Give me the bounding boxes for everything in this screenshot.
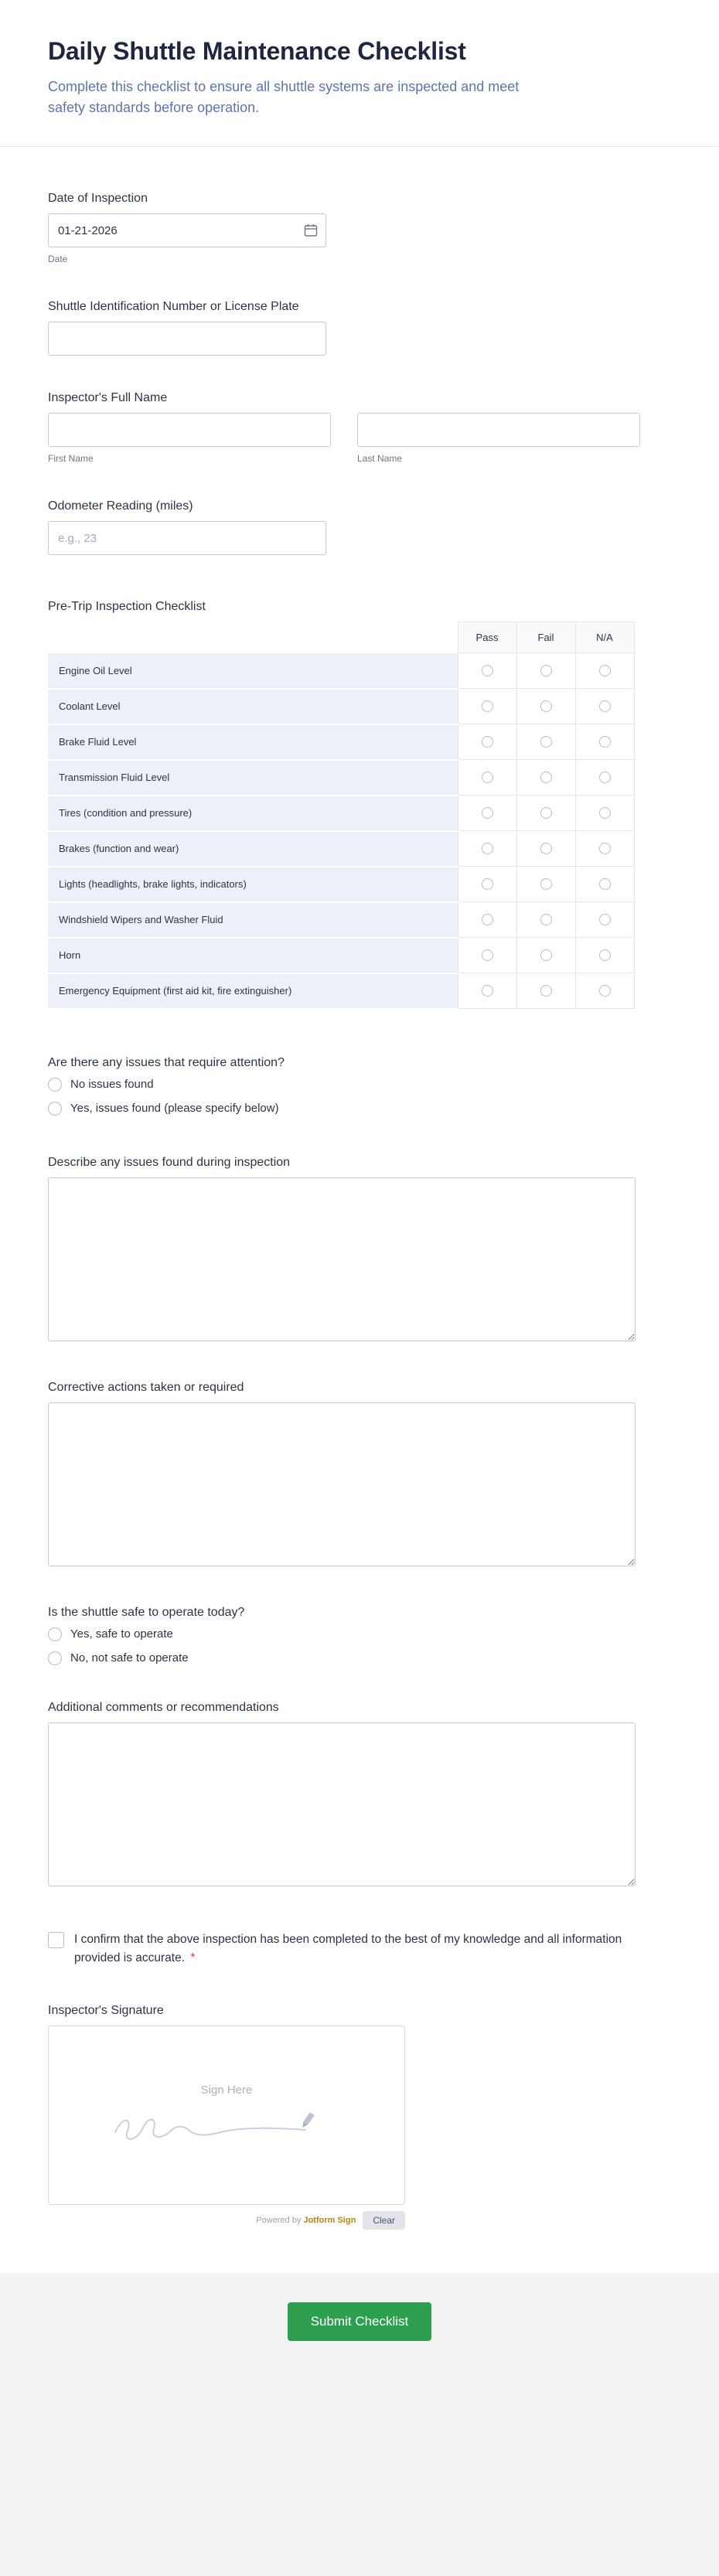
signature-squiggle (103, 2098, 350, 2148)
issues-question-label: Are there any issues that require attention? (48, 1055, 285, 1069)
safety-option-no[interactable]: No, not safe to operate (48, 1651, 189, 1665)
signature-placeholder: Sign Here (200, 2083, 253, 2097)
matrix-header-row (48, 622, 634, 653)
matrix-radio[interactable] (599, 985, 611, 997)
signature-pad[interactable] (48, 2026, 405, 2205)
confirmation-checkbox[interactable] (48, 1932, 64, 1948)
matrix-radio[interactable] (599, 949, 611, 961)
field-inspector-name (48, 391, 665, 464)
matrix-radio[interactable] (540, 736, 552, 748)
table-row: Windshield Wipers and Washer Fluid (48, 902, 634, 938)
matrix-radio[interactable] (540, 878, 552, 890)
first-name-input[interactable] (48, 413, 331, 447)
odometer-label: Odometer Reading (miles) (48, 499, 193, 513)
comments-textarea[interactable] (48, 1722, 636, 1886)
matrix-corner (48, 622, 458, 653)
table-row: Lights (headlights, brake lights, indicators) (48, 867, 634, 902)
odometer-input[interactable] (48, 521, 326, 555)
issues-radio-yes[interactable] (48, 1102, 62, 1116)
corrective-actions-textarea[interactable] (48, 1402, 636, 1566)
matrix-radio[interactable] (482, 878, 493, 890)
clear-signature-button[interactable]: Clear (363, 2211, 405, 2230)
field-corrective-actions (48, 1381, 665, 1570)
comments-label: Additional comments or recommendations (48, 1700, 279, 1714)
safety-radio-no[interactable] (48, 1651, 62, 1665)
matrix-radio[interactable] (482, 665, 493, 676)
field-date (48, 192, 665, 264)
inspector-name-label: Inspector's Full Name (48, 391, 168, 404)
table-row: Tires (condition and pressure) (48, 796, 634, 831)
signature-label: Inspector's Signature (48, 2004, 164, 2018)
matrix-radio[interactable] (482, 985, 493, 997)
form-header (0, 0, 719, 146)
matrix-radio[interactable] (482, 914, 493, 925)
matrix-radio[interactable] (599, 700, 611, 712)
date-sublabel: Date (48, 254, 68, 264)
submit-section (0, 2273, 719, 2576)
matrix-radio[interactable] (599, 807, 611, 819)
safety-option-yes[interactable]: Yes, safe to operate (48, 1627, 173, 1641)
date-input[interactable] (48, 213, 326, 247)
corrective-actions-label: Corrective actions taken or required (48, 1380, 244, 1394)
table-row: Brakes (function and wear) (48, 831, 634, 867)
date-label: Date of Inspection (48, 192, 148, 205)
field-issues-question (48, 1056, 665, 1116)
last-name-input[interactable] (357, 413, 640, 447)
matrix-radio[interactable] (540, 985, 552, 997)
field-safety-question (48, 1606, 665, 1665)
field-pretrip-checklist (48, 600, 665, 1010)
field-shuttle-id (48, 300, 665, 356)
issues-option-yes[interactable]: Yes, issues found (please specify below) (48, 1102, 279, 1116)
safety-radio-yes[interactable] (48, 1627, 62, 1641)
calendar-icon[interactable] (304, 223, 318, 237)
matrix-radio[interactable] (599, 878, 611, 890)
matrix-radio[interactable] (540, 914, 552, 925)
matrix-radio[interactable] (599, 772, 611, 783)
pretrip-label: Pre-Trip Inspection Checklist (48, 600, 206, 613)
table-row: Emergency Equipment (first aid kit, fire extinguisher) (48, 973, 634, 1009)
last-name-sublabel: Last Name (357, 453, 403, 464)
confirmation-option[interactable] (48, 1930, 643, 1969)
pen-icon (300, 2112, 314, 2129)
matrix-radio[interactable] (482, 949, 493, 961)
matrix-radio[interactable] (540, 700, 552, 712)
first-name-sublabel: First Name (48, 453, 94, 464)
matrix-radio[interactable] (482, 807, 493, 819)
matrix-col-na: N/A (575, 622, 634, 653)
table-row: Coolant Level (48, 689, 634, 724)
describe-issues-textarea[interactable] (48, 1177, 636, 1341)
matrix-radio[interactable] (482, 843, 493, 854)
signature-meta (48, 2211, 405, 2230)
page-title: Daily Shuttle Maintenance Checklist (48, 37, 466, 65)
matrix-radio[interactable] (540, 772, 552, 783)
page-subtitle: Complete this checklist to ensure all shuttle systems are inspected and meet safety standards before operation. (48, 79, 520, 115)
table-row: Horn (48, 938, 634, 973)
matrix-col-fail: Fail (516, 622, 575, 653)
shuttle-id-label: Shuttle Identification Number or License Plate (48, 300, 299, 313)
table-row: Transmission Fluid Level (48, 760, 634, 796)
matrix-radio[interactable] (599, 914, 611, 925)
first-name-col (48, 413, 331, 464)
matrix-radio[interactable] (540, 665, 552, 676)
issues-option-no[interactable]: No issues found (48, 1078, 154, 1092)
matrix-radio[interactable] (599, 736, 611, 748)
pretrip-matrix (48, 622, 635, 1010)
last-name-col (357, 413, 640, 464)
date-input-wrap (48, 213, 326, 247)
jotform-sign-brand[interactable]: Jotform Sign (303, 2216, 356, 2226)
matrix-radio[interactable] (540, 949, 552, 961)
field-describe-issues (48, 1156, 665, 1345)
submit-button[interactable]: Submit Checklist (288, 2302, 432, 2341)
shuttle-id-input[interactable] (48, 322, 326, 356)
field-confirmation (48, 1930, 665, 1969)
field-comments (48, 1701, 665, 1890)
matrix-col-pass: Pass (458, 622, 516, 653)
name-row (48, 413, 665, 464)
describe-issues-label: Describe any issues found during inspection (48, 1155, 291, 1169)
table-row: Engine Oil Level (48, 653, 634, 689)
matrix-radio[interactable] (599, 843, 611, 854)
powered-by-text: Powered by Jotform Sign (256, 2216, 356, 2226)
matrix-radio[interactable] (482, 772, 493, 783)
matrix-radio[interactable] (482, 736, 493, 748)
field-signature (48, 2004, 665, 2230)
issues-radio-no[interactable] (48, 1078, 62, 1092)
matrix-radio[interactable] (540, 807, 552, 819)
matrix-radio[interactable] (540, 843, 552, 854)
table-row: Brake Fluid Level (48, 724, 634, 760)
matrix-radio[interactable] (599, 665, 611, 676)
form-body (0, 147, 665, 2273)
safety-question-label: Is the shuttle safe to operate today? (48, 1605, 245, 1619)
required-asterisk: * (190, 1951, 196, 1965)
confirmation-text: I confirm that the above inspection has been completed to the best of my knowledge and all information provided is accurate. (74, 1932, 622, 1965)
matrix-radio[interactable] (482, 700, 493, 712)
field-odometer (48, 499, 665, 555)
